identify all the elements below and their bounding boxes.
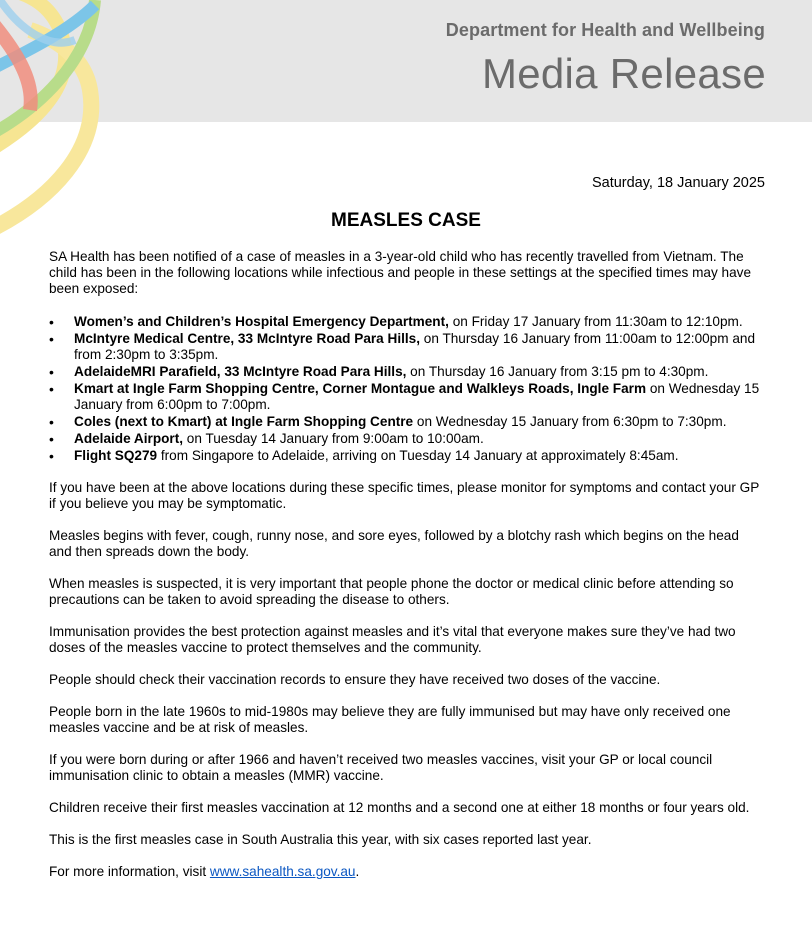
location-name: Adelaide Airport,	[74, 431, 184, 446]
sahealth-link[interactable]: www.sahealth.sa.gov.au	[209, 864, 356, 879]
more-info-prefix: For more information, visit	[49, 864, 210, 879]
location-detail: on Wednesday 15 January from 6:30pm to 7:30pm.	[413, 414, 727, 429]
decorative-ribbon-graphic	[0, 0, 110, 240]
location-name: Women’s and Children’s Hospital Emergency Department,	[74, 314, 449, 329]
intro-paragraph: SA Health has been notified of a case of measles in a 3-year-old child who has recently travelled from Vietnam. The child has been in the following locations while infectious and people in these settings at the specified times may have been exposed:	[49, 249, 752, 296]
immunisation-paragraph: Immunisation provides the best protection against measles and it’s vital that everyone makes sure they’ve had two doses of the measles vaccine to protect themselves and the community.	[49, 624, 736, 655]
born-1960s-paragraph: People born in the late 1960s to mid-1980s may believe they are fully immunised but may have only received one measles vaccine and be at risk of measles.	[49, 704, 731, 735]
release-date: Saturday, 18 January 2025	[591, 175, 765, 191]
location-name: McIntyre Medical Centre, 33 McIntyre Road Para Hills,	[74, 331, 421, 346]
location-detail: on Friday 17 January from 11:30am to 12:10pm.	[448, 314, 743, 329]
list-item	[49, 364, 765, 380]
release-type-heading: Media Release	[481, 50, 766, 97]
release-body	[49, 249, 765, 896]
children-vaccination-paragraph: Children receive their first measles vaccination at 12 months and a second one at either 18 months or four years old.	[49, 800, 750, 815]
page-title: MEASLES CASE	[331, 210, 481, 231]
list-item	[49, 431, 765, 447]
list-item	[49, 314, 765, 330]
location-detail: on Thursday 16 January from 3:15 pm to 4:30pm.	[406, 364, 709, 379]
location-name: AdelaideMRI Parafield, 33 McIntyre Road Para Hills,	[74, 364, 407, 379]
location-detail: from Singapore to Adelaide, arriving on Tuesday 14 January at approximately 8:45am.	[157, 448, 679, 463]
location-detail: on Wednesday 15 January from 6:00pm to 7:00pm.	[74, 381, 760, 412]
location-name: Kmart at Ingle Farm Shopping Centre, Corner Montague and Walkleys Roads, Ingle Farm	[74, 381, 647, 396]
born-after-1966-paragraph: If you were born during or after 1966 and haven’t received two measles vaccines, visit your GP or local council immunisation clinic to obtain a measles (MMR) vaccine.	[49, 752, 713, 783]
location-name: Flight SQ279	[74, 448, 158, 463]
list-item	[49, 448, 765, 464]
phone-ahead-paragraph: When measles is suspected, it is very important that people phone the doctor or medical clinic before attending so precautions can be taken to avoid spreading the disease to others.	[49, 576, 734, 607]
symptoms-paragraph: Measles begins with fever, cough, runny nose, and sore eyes, followed by a blotchy rash which begins on the head and then spreads down the body.	[49, 528, 739, 559]
more-info-suffix: .	[355, 864, 360, 879]
list-item	[49, 381, 765, 413]
check-records-paragraph: People should check their vaccination records to ensure they have received two doses of the vaccine.	[49, 672, 661, 687]
monitor-symptoms-paragraph: If you have been at the above locations during these specific times, please monitor for symptoms and contact your GP if you believe you may be symptomatic.	[49, 480, 760, 511]
location-detail: on Tuesday 14 January from 9:00am to 10:00am.	[183, 431, 484, 446]
location-detail: on Thursday 16 January from 11:00am to 12:00pm and from 2:30pm to 3:35pm.	[74, 331, 756, 362]
list-item	[49, 414, 765, 430]
department-name: Department for Health and Wellbeing	[445, 20, 765, 40]
more-info-paragraph	[49, 864, 765, 880]
case-count-paragraph: This is the first measles case in South Australia this year, with six cases reported last year.	[49, 832, 592, 847]
list-item	[49, 331, 765, 363]
location-name: Coles (next to Kmart) at Ingle Farm Shopping Centre	[74, 414, 414, 429]
exposure-locations-list	[49, 314, 765, 464]
